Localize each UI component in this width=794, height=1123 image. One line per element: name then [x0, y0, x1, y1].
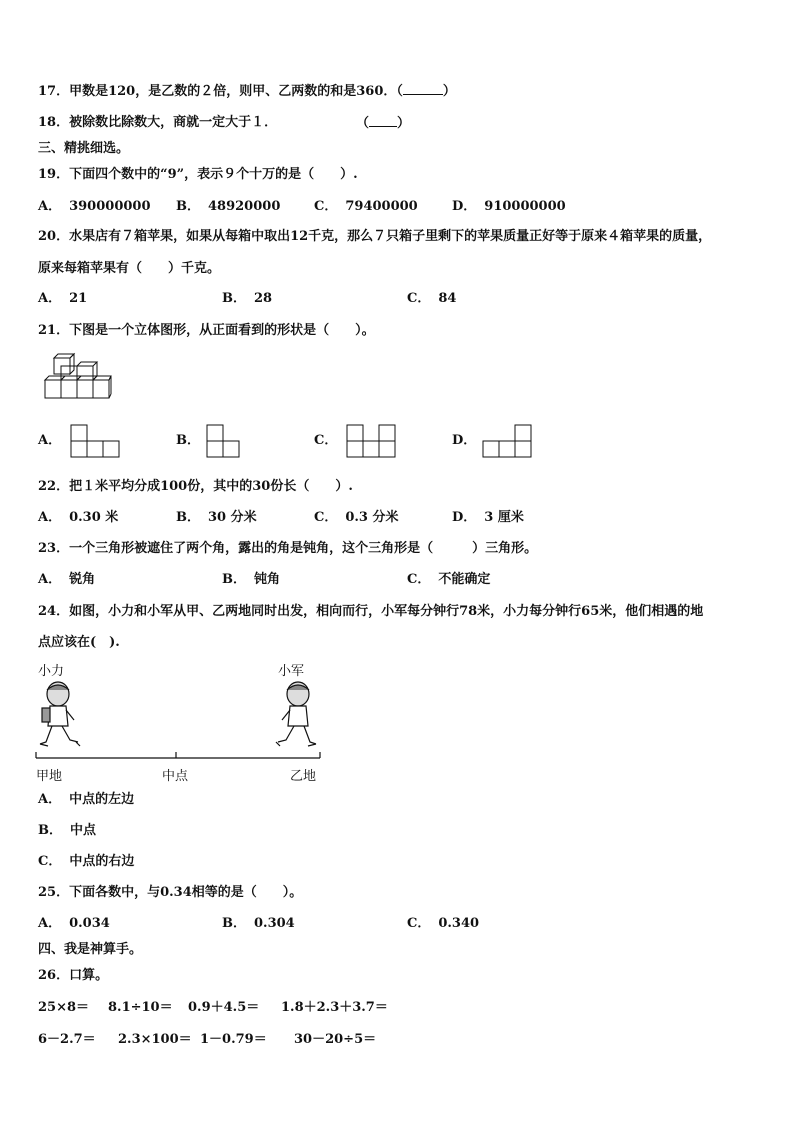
distance-line — [34, 750, 324, 764]
question-18-answer: （ ） — [356, 116, 411, 131]
question-21: 21．下图是一个立体图形，从正面看到的形状是（ ）。 — [38, 323, 375, 338]
walking-boy-right-icon — [272, 680, 320, 750]
question-26: 26．口算。 — [38, 968, 109, 983]
question-text: 如图，小力和小军从甲、乙两地同时出发，相向而行，小军每分钟行78米，小力每分钟行65米，他们相遇的地 — [69, 604, 704, 619]
question-18 — [38, 114, 277, 132]
option-c[interactable]: C． 0.3 分米 — [314, 510, 399, 525]
option-a[interactable]: A． 中点的左边 — [38, 792, 135, 807]
calc-item[interactable]: 6－2.7＝ — [38, 1032, 96, 1047]
question-number: 18． — [38, 115, 70, 130]
question-text: 下图是一个立体图形，从正面看到的形状是（ ）。 — [69, 323, 375, 338]
section-heading-3: 三、精挑细选。 — [38, 141, 130, 156]
option-b[interactable]: B． 28 — [222, 291, 273, 306]
calc-item[interactable]: 2.3×100＝ — [118, 1032, 192, 1047]
option-a[interactable]: A． 0.034 — [38, 916, 110, 931]
midpoint-label: 中点 — [162, 769, 189, 784]
question-text: 下面各数中，与0.34相等的是（ ）。 — [69, 885, 303, 900]
question-text: 甲数是120，是乙数的２倍，则甲、乙两数的和是360．（ — [69, 84, 403, 99]
option-d[interactable]: D． — [452, 433, 477, 448]
option-c-shape — [346, 424, 398, 458]
calc-item[interactable]: 25×8＝ — [38, 1000, 90, 1015]
question-24-line-2: 点应该在( ). — [38, 635, 120, 650]
option-a[interactable]: A． — [38, 433, 62, 448]
option-c[interactable]: C． — [314, 433, 338, 448]
question-24: 24．如图，小力和小军从甲、乙两地同时出发，相向而行，小军每分钟行78米，小力每分钟行65米，他们相遇的地 — [38, 604, 704, 619]
answer-blank[interactable] — [403, 82, 443, 95]
option-c[interactable]: C． 不能确定 — [407, 572, 491, 587]
question-19: 19．下面四个数中的“9”，表示９个十万的是（ ）. — [38, 167, 358, 182]
option-c[interactable]: C． 79400000 — [314, 199, 418, 214]
start-point-label: 甲地 — [36, 769, 63, 784]
calc-item[interactable]: 8.1÷10＝ — [108, 1000, 173, 1015]
option-c[interactable]: C． 0.340 — [407, 916, 480, 931]
section-heading-4: 四、我是神算手。 — [38, 942, 143, 957]
cube-stack-figure — [40, 352, 112, 404]
calc-item[interactable]: 30－20÷5＝ — [294, 1032, 377, 1047]
question-text: 口算。 — [69, 968, 109, 983]
question-20: 20．水果店有７箱苹果，如果从每箱中取出12千克，那么７只箱子里剩下的苹果质量正好等于原来４箱苹果的质量， — [38, 229, 712, 244]
option-a[interactable]: A． 21 — [38, 291, 88, 306]
option-d[interactable]: D． 910000000 — [452, 199, 566, 214]
question-25: 25．下面各数中，与0.34相等的是（ ）。 — [38, 885, 303, 900]
question-text: 把１米平均分成100份，其中的30份长（ ）. — [69, 479, 353, 494]
calc-item[interactable]: 1.8＋2.3＋3.7＝ — [281, 1000, 388, 1015]
question-17: 17．甲数是120，是乙数的２倍，则甲、乙两数的和是360．（ ） — [38, 84, 456, 99]
option-b[interactable]: B． 0.304 — [222, 916, 295, 931]
option-a[interactable]: A． 0.30 米 — [38, 510, 119, 525]
question-text: 水果店有７箱苹果，如果从每箱中取出12千克，那么７只箱子里剩下的苹果质量正好等于原来４箱苹果的质量， — [69, 229, 712, 244]
question-text: 被除数比除数大，商就一定大于１． — [69, 115, 278, 130]
option-a-shape — [70, 424, 122, 458]
question-22: 22．把１米平均分成100份，其中的30份长（ ）. — [38, 479, 353, 494]
question-text: 下面四个数中的“9”，表示９个十万的是（ ）. — [69, 167, 358, 182]
option-b[interactable]: B． 48920000 — [176, 199, 281, 214]
option-b[interactable]: B． 钝角 — [222, 572, 281, 587]
option-b[interactable]: B． 中点 — [38, 823, 97, 838]
calc-item[interactable]: 0.9＋4.5＝ — [188, 1000, 260, 1015]
question-20-line-2: 原来每箱苹果有（ ）千克。 — [38, 261, 221, 276]
right-person-label: 小军 — [278, 664, 305, 679]
option-d[interactable]: D． 3 厘米 — [452, 510, 524, 525]
option-b[interactable]: B． — [176, 433, 200, 448]
option-c[interactable]: C． 中点的右边 — [38, 854, 135, 869]
question-number: 17． — [38, 84, 70, 99]
question-text: 一个三角形被遮住了两个角，露出的角是钝角，这个三角形是（ ）三角形。 — [69, 541, 538, 556]
option-b[interactable]: B． 30 分米 — [176, 510, 257, 525]
option-a[interactable]: A． 锐角 — [38, 572, 96, 587]
left-person-label: 小力 — [38, 664, 65, 679]
option-a[interactable]: A． 390000000 — [38, 199, 151, 214]
question-23: 23．一个三角形被遮住了两个角，露出的角是钝角，这个三角形是（ ）三角形。 — [38, 541, 538, 556]
option-c[interactable]: C． 84 — [407, 291, 457, 306]
calc-item[interactable]: 1－0.79＝ — [200, 1032, 267, 1047]
walking-boy-left-icon — [36, 680, 84, 750]
option-d-shape — [482, 424, 534, 458]
option-b-shape — [206, 424, 242, 458]
end-point-label: 乙地 — [290, 769, 317, 784]
answer-blank[interactable] — [369, 114, 397, 127]
